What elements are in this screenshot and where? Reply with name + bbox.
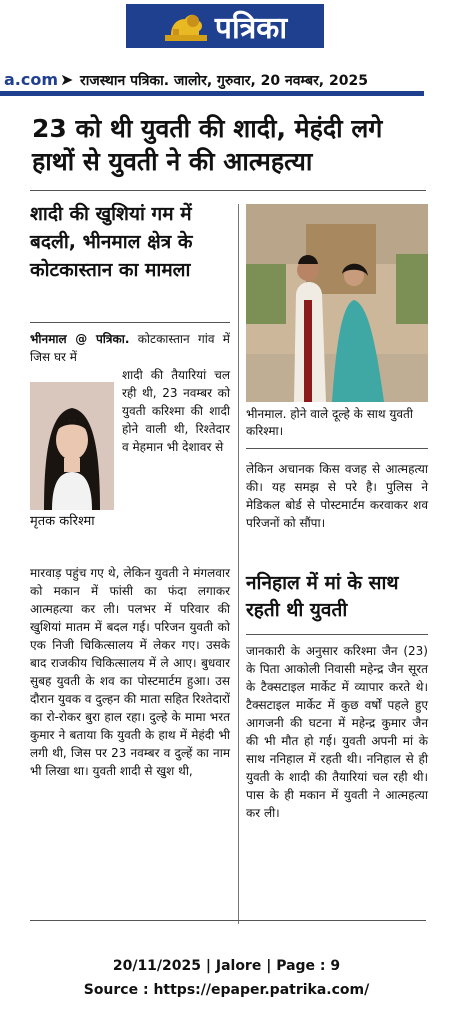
footer-source: Source : https://epaper.patrika.com/ — [83, 982, 370, 998]
couple-caption: भीनमाल. होने वाले दूल्हे के साथ युवती करिश्मा। — [246, 407, 413, 438]
paragraph-1b: शादी की तैयारियां चल रही थी, 23 नवम्बर को युवती करिश्मा की शादी होने वाली थी, रिश्तेदार व मेहमान भी देशावर से — [122, 368, 230, 454]
portrait-image — [30, 382, 114, 510]
news-clipping — [10, 112, 430, 932]
headline-rule — [30, 190, 426, 191]
footer-date-page: 20/11/2025 | Jalore | Page : 9 — [112, 958, 341, 974]
paragraph-intro — [30, 330, 230, 366]
date-info: राजस्थान पत्रिका. जालोर, गुरुवार, 20 नवम्बर, 2025 — [80, 73, 368, 89]
caption-rule — [246, 448, 428, 449]
paragraph-1a: कोटकास्तान गांव में जिस घर में — [30, 332, 230, 364]
column-rule — [238, 204, 239, 924]
couple-image — [246, 204, 428, 402]
cursor-icon: ➤ — [60, 70, 74, 89]
subhead-2-rule — [246, 634, 428, 635]
byline: भीनमाल @ पत्रिका. — [30, 332, 130, 346]
dateline — [0, 64, 453, 96]
masthead — [126, 4, 324, 48]
photo-deceased — [30, 382, 114, 510]
masthead-name: पत्रिका — [214, 10, 288, 46]
subhead-2: ननिहाल में मां के साथ रहती थी युवती — [246, 572, 399, 621]
subhead: शादी की खुशियां गम में बदली, भीनमाल क्षेत्र के कोटकास्तान का मामला — [30, 203, 193, 281]
couple-photo — [246, 204, 428, 402]
subhead-rule — [30, 322, 230, 323]
bottom-rule — [30, 920, 426, 921]
paragraph-2: लेकिन अचानक किस वजह से आत्महत्या की। यह समझ से परे है। पुलिस ने मेडिकल बोर्ड से पोस्टमार्टम करवाकर शव परिजनों को सौंपा। — [246, 462, 428, 530]
photo-caption: मृतक करिश्मा — [30, 514, 95, 529]
paragraph-1c: मारवाड़ पहुंच गए थे, लेकिन युवती ने मंगलवार को मकान में फांसी का फंदा लगाकर आत्महत्या कर ली। पलभर में परिवार की खुशियां मातम में बदल गई। परिजन युवती को एक निजी चिकित्सालय में लेकर गए। उसके बाद राजकीय चिकित्सालय में ले आए। बुधवार सुबह युवती के शव का पोस्टमार्टम हुआ। उस दौरान युवक व दुल्हन की माता सहित रिश्तेदारों का रो-रोकर बुरा हाल रहा। दुल्हे के मामा भरत कुमार ने बताया कि युवती के हाथ में मेहंदी भी लगी थी, जिस पर 23 नवम्बर व दुल्हें का नाम भी लिखा था। युवती शादी से खुश थी, — [30, 566, 230, 778]
headline: 23 को थी युवती की शादी, मेहंदी लगे हाथों से युवती ने की आत्महत्या — [32, 114, 383, 176]
paragraph-3: जानकारी के अनुसार करिश्मा जैन (23) के पिता आकोली निवासी महेन्द्र जैन सूरत के टैक्सटाइल मार्केट में व्यापार करते थे। टैक्सटाइल मार्केट में कुछ वर्षों पहले हुए आगजनी की घटना में महेन्द्र कुमार जैन की भी मौत हो गई। युवती अपनी मां के साथ ननिहाल में रहती थी। ननिहाल से ही युवती के शादी की तैयारियां चल रही थी। पास के ही मकान में युवती ने आत्महत्या कर ली। — [246, 644, 428, 820]
lion-logo-icon — [163, 9, 209, 43]
site-fragment: a.com — [4, 70, 59, 89]
dateline-rule — [0, 91, 424, 96]
